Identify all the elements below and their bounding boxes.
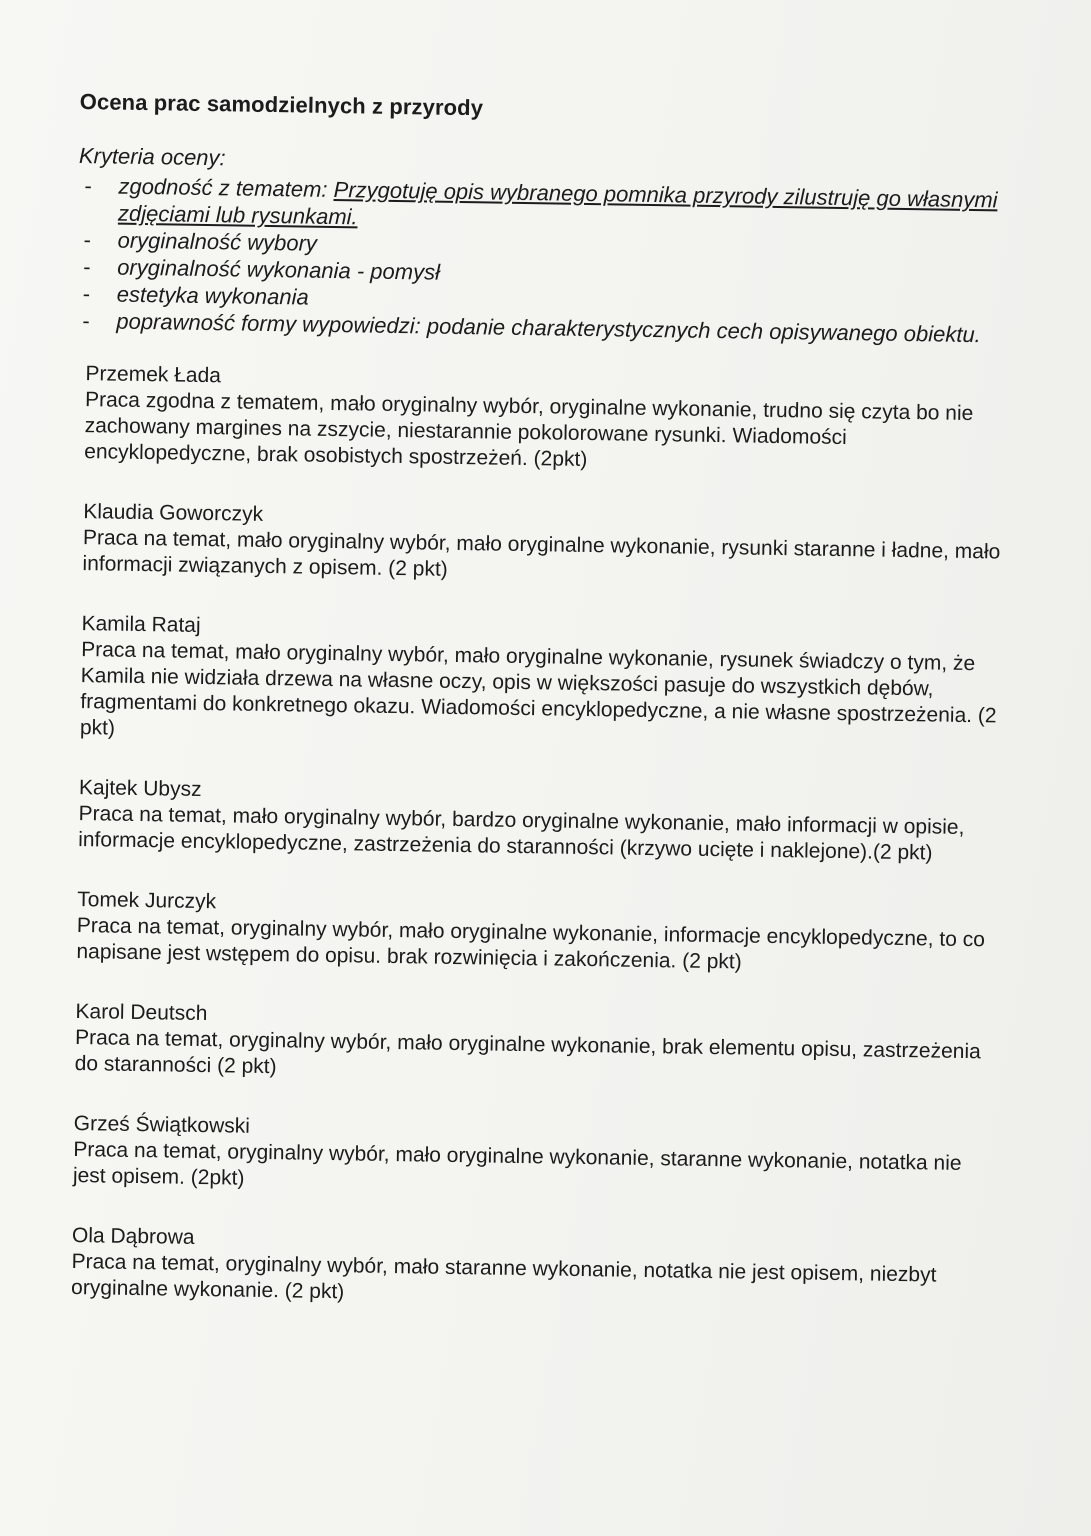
student-comment: Praca na temat, mało oryginalny wybór, mało oryginalne wykonanie, rysunek świadczy o tym, że Kamila nie widziała drzewa na własne oczy, opis w większości pasuje do wszystkich dębów, fragmentami do konkretnego okazu. Wiadomości encyklopedyczne, a nie własne spostrzeżenia. (2 pkt) <box>79 638 997 740</box>
criteria-text: oryginalność wykonania - pomysł <box>116 254 441 285</box>
criteria-text: poprawność formy wypowiedzi: podanie charakterystycznych cech opisywanego obiektu. <box>116 308 981 348</box>
criteria-heading: Kryteria oceny: <box>78 142 226 171</box>
student-comment: Praca zgodna z tematem, mało oryginalny wybór, oryginalne wykonanie, trudno się czyta bo nie zachowany margines na zszycie, niestarannie pokolorowane rysunki. Wiadomości encyklopedyczne, brak osobistych spostrzeżeń. (2pkt) <box>84 388 974 472</box>
list-bullet: - <box>83 227 92 253</box>
student-name: Klaudia Goworczyk <box>83 500 264 526</box>
document-title: Ocena prac samodzielnych z przyrody <box>79 88 484 121</box>
criteria-text: oryginalność wybory <box>117 227 318 256</box>
student-comment: Praca na temat, mało oryginalny wybór, mało oryginalne wykonanie, rysunki staranne i ładne, mało informacji związanych z opisem. (2 pkt) <box>82 526 1001 581</box>
criteria-text: estetyka wykonania <box>116 281 309 310</box>
student-comment: Praca na temat, oryginalny wybór, mało oryginalne wykonanie, staranne wykonanie, notatka nie jest opisem. (2pkt) <box>72 1138 962 1190</box>
student-entry <box>71 1222 992 1315</box>
student-name: Grześ Świątkowski <box>73 1112 251 1138</box>
student-entry <box>78 774 999 867</box>
paper-sheet <box>60 88 1009 1348</box>
student-entry <box>76 886 997 979</box>
student-entry <box>74 998 995 1091</box>
student-comment: Praca na temat, oryginalny wybór, mało oryginalne wykonanie, informacje encyklopedyczne, to co napisane jest wstępem do opisu. brak rozwinięcia i zakończenia. (2 pkt) <box>76 914 986 974</box>
student-name: Kamila Rataj <box>81 612 201 637</box>
assignment-topic: Przygotuję opis wybranego pomnika przyrody zilustruję go własnymi zdjęciami lub rysunkami. <box>117 176 998 230</box>
student-evaluations <box>61 360 1006 1315</box>
student-comment: Praca na temat, oryginalny wybór, mało staranne wykonanie, notatka nie jest opisem, niezbyt oryginalne wykonanie. (2 pkt) <box>70 1250 937 1304</box>
student-name: Ola Dąbrowa <box>71 1224 195 1249</box>
list-bullet: - <box>82 308 90 334</box>
list-bullet: - <box>82 254 91 280</box>
student-entry <box>84 360 1006 479</box>
student-entry <box>82 498 1003 591</box>
list-bullet: - <box>82 281 91 307</box>
list-bullet: - <box>84 173 92 199</box>
student-name: Tomek Jurczyk <box>77 888 217 914</box>
student-name: Przemek Łada <box>85 362 222 388</box>
student-name: Karol Deutsch <box>75 1000 208 1026</box>
criteria-list <box>76 172 1008 349</box>
student-comment: Praca na temat, oryginalny wybór, mało oryginalne wykonanie, brak elementu opisu, zastrzeżenia do staranności (2 pkt) <box>74 1026 981 1079</box>
student-name: Kajtek Ubysz <box>78 776 202 801</box>
student-entry <box>80 610 1002 755</box>
student-comment: Praca na temat, mało oryginalny wybór, bardzo oryginalne wykonanie, mało informacji w opisie, informacje encyklopedyczne, zastrzeżenia do staranności (krzywo ucięte i naklejone).(2 pkt) <box>78 802 965 865</box>
student-entry <box>73 1110 994 1203</box>
criteria-text: zgodność z tematem: <box>118 173 334 202</box>
